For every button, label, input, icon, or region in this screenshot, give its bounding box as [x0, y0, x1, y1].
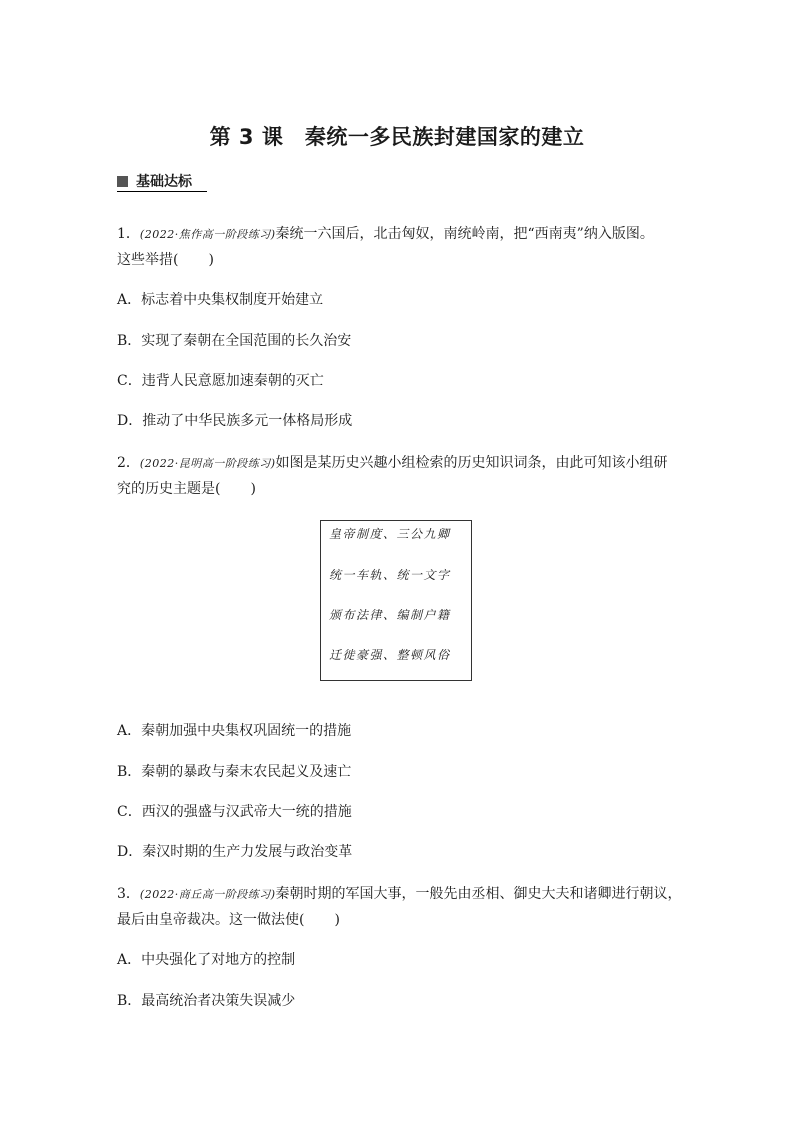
answer-bracket-close: )	[334, 912, 340, 928]
question-1-line-1	[117, 225, 654, 244]
section-underline	[117, 191, 207, 192]
question-1-option-c[interactable]: C．违背人民意愿加速秦朝的灭亡	[117, 373, 324, 389]
page-title: 第 3 课 秦统一多民族封建国家的建立	[209, 125, 585, 149]
question-1-option-a[interactable]: A．标志着中央集权制度开始建立	[117, 292, 324, 308]
question-2-option-d[interactable]: D．秦汉时期的生产力发展与政治变革	[117, 844, 353, 860]
keyword-line-2: 统一车轨、统一文字	[329, 568, 451, 582]
question-source: (2022·昆明高一阶段练习)	[139, 457, 276, 470]
question-stem: 秦统一六国后，北击匈奴，南统岭南，把“西南夷”纳入版图。	[275, 226, 654, 242]
question-number: 3．	[117, 886, 140, 902]
question-3-line-2	[117, 911, 340, 929]
question-3-line-1	[117, 885, 682, 904]
question-3-option-b[interactable]: B．最高统治者决策失误减少	[117, 993, 296, 1009]
keyword-line-3: 颁布法律、编制户籍	[329, 608, 451, 622]
question-source: (2022·焦作高一阶段练习)	[139, 228, 276, 241]
question-1-line-2	[117, 251, 214, 269]
question-2-option-c[interactable]: C．西汉的强盛与汉武帝大一统的措施	[117, 804, 352, 820]
question-number: 2．	[117, 455, 140, 471]
question-1-option-d[interactable]: D．推动了中华民族多元一体格局形成	[117, 413, 353, 429]
question-2-option-a[interactable]: A．秦朝加强中央集权巩固统一的措施	[117, 723, 352, 739]
keyword-line-1: 皇帝制度、三公九卿	[329, 527, 451, 541]
question-2-option-b[interactable]: B．秦朝的暴政与秦末农民起义及速亡	[117, 764, 352, 780]
question-stem: 最后由皇帝裁决。这一做法使(	[117, 912, 305, 928]
keyword-box	[320, 520, 472, 681]
question-3-option-a[interactable]: A．中央强化了对地方的控制	[117, 952, 296, 968]
question-1-option-b[interactable]: B．实现了秦朝在全国范围的长久治安	[117, 333, 352, 349]
section-label: 基础达标	[136, 174, 192, 190]
question-stem: 这些举措(	[117, 252, 179, 268]
section-marker-icon	[117, 176, 128, 187]
question-number: 1．	[117, 226, 140, 242]
question-2-line-1	[117, 454, 668, 473]
keyword-line-4: 迁徙豪强、整顿风俗	[329, 648, 451, 662]
question-2-line-2	[117, 480, 256, 498]
section-header	[117, 170, 207, 192]
question-source: (2022·商丘高一阶段练习)	[139, 888, 276, 901]
question-stem: 秦朝时期的军国大事，一般先由丞相、御史大夫和诸卿进行朝议，	[275, 886, 682, 902]
question-stem: 究的历史主题是(	[117, 481, 221, 497]
question-stem: 如图是某历史兴趣小组检索的历史知识词条，由此可知该小组研	[275, 455, 668, 471]
answer-bracket-close: )	[250, 481, 256, 497]
answer-bracket-close: )	[208, 252, 214, 268]
